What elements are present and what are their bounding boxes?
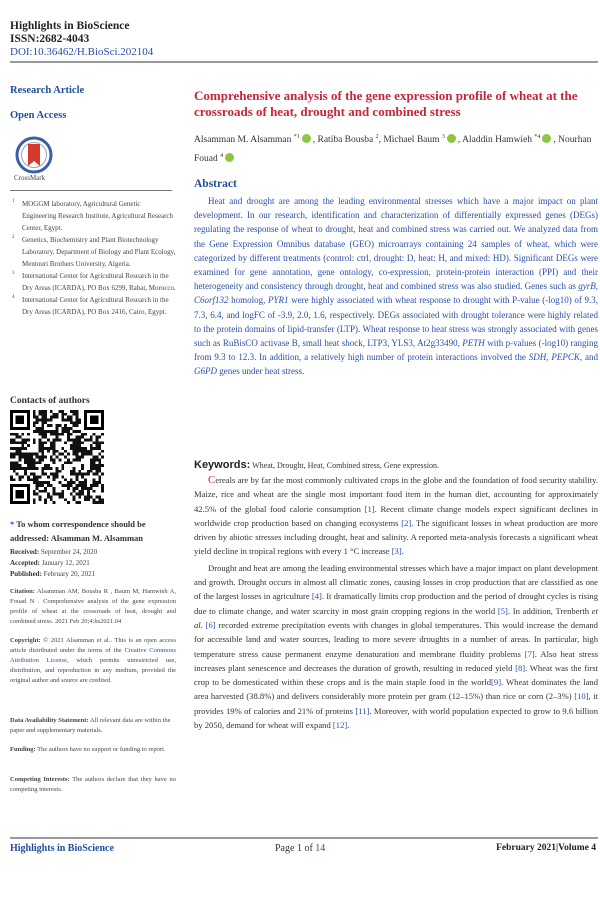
correspondence-text: To whom correspondence should be addressed: Alsamman M. Alsamman (10, 519, 146, 543)
page-number: Page 1 of 14 (275, 843, 326, 854)
funding-statement: Funding: The authors have no support or funding to report. (10, 746, 166, 753)
footer-journal: Highlights in BioScience (10, 843, 114, 854)
affiliations (10, 198, 176, 318)
drop-cap: C (208, 474, 216, 486)
reference-link[interactable]: [1] (364, 503, 375, 514)
orcid-icon[interactable] (302, 134, 311, 143)
keywords-list: Wheat, Drought, Heat, Combined stress, Gene expression. (252, 461, 439, 470)
citation: Citation: Alsamman AM, Bousba R , Baum M, Hamwieh A, Fouad N . Comprehensive analysis of the gene expression profile of wheat at the crossroads of heat, drought and combined stress. 2021 Feb 20;4:hs2021.04 (10, 588, 176, 625)
crossmark-label: CrossMark (14, 174, 46, 182)
introduction (194, 473, 598, 732)
reference-link[interactable]: [10] (574, 691, 589, 702)
journal-name: Highlights in BioScience (10, 20, 130, 32)
orcid-icon[interactable] (447, 134, 456, 143)
doi-link[interactable]: DOI:10.36462/H.BioSci.202104 (10, 46, 154, 58)
crossmark-icon (14, 136, 54, 174)
footer-divider (10, 837, 598, 839)
page-total[interactable]: 14 (315, 843, 326, 854)
reference-link[interactable]: [5] (497, 605, 508, 616)
article-type: Research Article (10, 85, 85, 96)
author: Alsamman M. Alsamman $^{*1}$ (194, 135, 313, 145)
reference-link[interactable]: [12] (332, 720, 348, 731)
body-paragraph: Cereals are by far the most commonly cultivated crops in the globe and the foundation of food security stability. Maize, rice and wheat are the single most important food item in the human diet, accounting for approximately 42.5% of the global food calorie consumption [1]. Recent climate change models expect significant declines in worldwide crop production based on changing ecosystems [2]. The significant losses in wheat production are more driven by abiotic stresses including drought, heat and salinity. A reported meta-analysis forecasts a significant wheat yield decline in tropical regions with every 1 °C increase [3]. (194, 474, 599, 557)
qr-code[interactable] (10, 410, 104, 504)
accepted-date: Accepted: January 12, 2021 (10, 559, 90, 567)
open-access-label: Open Access (10, 110, 67, 121)
author: Aladdin Hamwieh $^{*4}$ (462, 135, 553, 145)
reference-link[interactable]: [8] (515, 662, 526, 673)
orcid-icon[interactable] (225, 153, 234, 162)
affiliation-item: 3 International Center for Agricultural Research in the Dry Areas (ICARDA), PO Box 6299, Rabat, Morocco. (12, 271, 176, 292)
affiliation-item: 4 International Center for Agricultural Research in the Dry Areas (ICARDA), PO Box 2416, Cairo, Egypt. (12, 295, 169, 316)
published-date: Published: February 20, 2021 (10, 570, 96, 578)
author: Michael Baum $^3$ (383, 135, 458, 145)
reference-link[interactable]: [3] (391, 546, 402, 557)
correspondence-star: * (10, 519, 15, 529)
reference-link[interactable]: [7] (524, 648, 535, 659)
affiliation-item: 1 MOGGM laboratory, Agricultural Genetic Engineering Research Institute, Agricultural Research Center, Egypt. (12, 199, 174, 232)
issn: ISSN:2682-4043 (10, 33, 90, 45)
footer-date-volume: February 2021|Volume 4 (496, 843, 596, 853)
competing-interests: Competing Interests: The authors declare that they have no competing interests. (10, 776, 177, 793)
correspondence-note (10, 517, 180, 545)
reference-link[interactable]: [6] (205, 619, 216, 630)
copyright: Copyright: © 2021 Alsamman et al.. This is an open access article distributed under the terms of the Creative Commons Attribution License, which permits unrestricted use, distribution, and reproduction in any medium, provided the original author and source are credited. (10, 637, 177, 684)
body-paragraph: Drought and heat are among the leading environmental stresses which have a major impact on plant development and growth. Drought occurs in almost all climatic zones, causing losses in crop production that are classified as one of the largest losses in agriculture [4]. It dramatically limits crop production and the period of drought cycles is rising due to climate change, and water scarcity in most grain cropping regions in the world [5]. In addition, Trenberth et al. [6] recorded extreme precipitation events with changes in global temperatures. This would increase the demand for accessible land and water sources, leading to more severe droughts in a number of areas. In particular, high temperature stress cause permanent enzyme denaturation and membrane fluidity problems [7]. Also heat stress increases plant senescence and decreases the duration of growth, resulting in reduced yield [8]. Wheat was the first crop to be domesticated within these crops and is the main staple food in the world[9]. Wheat dominates the land area harvested (38.8%) and delivers considerably more protein per gram (12–15%) than rice or corn (2–3%) [10], it provides 19% of calories and 21% of proteins [11]. Moreover, with world population expected to grow to 9.6 billion by 2050, demand for wheat will expand [12]. (194, 562, 599, 731)
author: Ratiba Bousba $^2$ (317, 134, 379, 146)
crossmark-badge[interactable] (14, 136, 54, 186)
reference-link[interactable]: [4] (311, 591, 322, 602)
data-availability: Data Availability Statement: All relevant data are within the paper and supplementary materials. (10, 717, 171, 734)
article-title: Comprehensive analysis of the gene expression profile of wheat at the crossroads of heat, drought and combined stress (194, 88, 578, 119)
license-link[interactable]: Creative Commons Attribution License, (10, 647, 177, 664)
orcid-icon[interactable] (542, 134, 551, 143)
abstract-text: Heat and drought are among the leading environmental stresses which have a major impact on plant development. In our research, identification and characterization of differentially expressed genes (DEGs) regulating the response of wheat to drought, heat and combined stress was carried out. We analyzed data from the Gene Expression Omnibus database (GEO) microarrays containing 24 samples of wheat, which were categorized by different treatments (control: ctrl, drought: D, heat: H, and mixed: HD). Significant DEGs were examined for gene annotation, gene ontology, co-expression, protein-protein interaction (PPI) and their heterogeneity and consistency through drought, heat and combined stress was also studied. Genes such as gyrB, C6orf132 homolog, PYR1 were highly associated with wheat response to drought with P-value (-log10) of 9.3, 7.3, 6.4, and logFC of -3.9, 2.0, 1.6, respectively. DEGs associated with drought tolerance were highly related to the protein domains of lipid-transfer (LTP). Wheat response to heat stress was strongly associated with genes such as RuBisCO activase B, small heat shock, LTP3, YLS3, At2g33490, PETH with p-values (-log10) ranging from 9.3 to 12.3. In addition, a relatively high number of protein interactions involved the SDH, PEPCK, and G6PD genes under heat stress. (194, 196, 598, 377)
reference-link[interactable]: [11] (355, 705, 370, 716)
reference-link[interactable]: [2] (401, 517, 412, 528)
author: Nourhan Fouad $^4$ (194, 135, 592, 165)
keywords (194, 459, 598, 471)
reference-link[interactable]: [9] (491, 677, 502, 688)
abstract-heading: Abstract (194, 178, 237, 190)
header-divider (10, 61, 598, 63)
author-list: Alsamman M. Alsamman $^{*1}$ , Ratiba Bousba $^2$, Michael Baum $^3$ , Aladdin Hamwieh $^{*4}$ , Nourhan Fouad $^4$ (194, 134, 592, 165)
contacts-heading: Contacts of authors (10, 396, 90, 406)
keywords-label: Keywords: (194, 459, 251, 471)
sidebar-divider (10, 190, 172, 191)
affiliation-item: 2 Genetics, Biochemistry and Plant Biotechnology Laboratory, Department of Biology and Plant Ecology, Mentouri Brothers University, Algeria. (12, 235, 176, 268)
article-dates (10, 547, 180, 580)
received-date: Received: September 24, 2020 (10, 548, 98, 556)
